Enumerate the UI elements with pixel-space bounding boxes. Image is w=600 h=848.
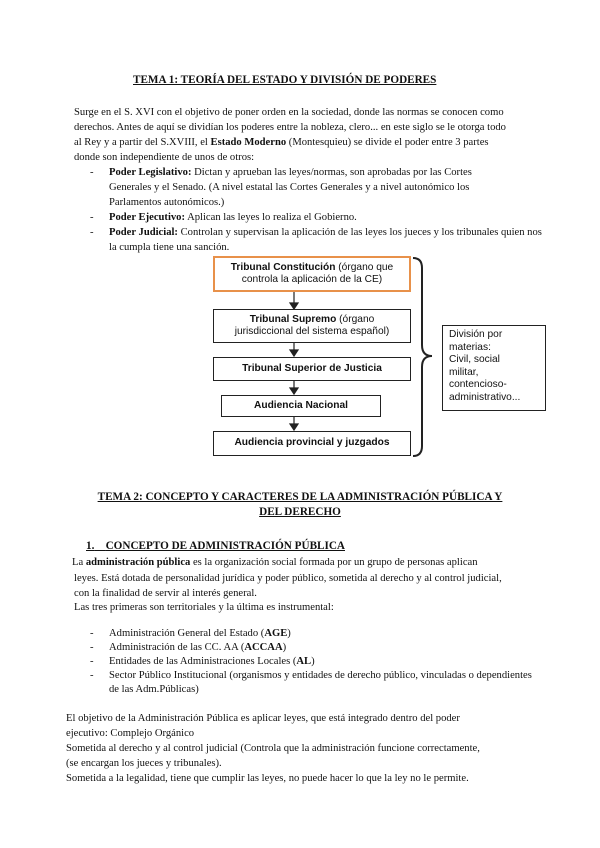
admin-spi-cont: de las Adm.Públicas)	[109, 684, 199, 695]
def-c: es la organización social formada por un grupo de personas aplican	[190, 557, 478, 568]
bullet-dash: -	[90, 628, 94, 639]
definition-line-3: con la finalidad de servir al interés general.	[74, 588, 257, 599]
definition-line-2: leyes. Está dotada de personalidad jurídica y poder público, sometida al derecho y al control judicial,	[74, 573, 502, 584]
closing-line-1: El objetivo de la Administración Pública es aplicar leyes, que está integrado dentro del poder	[66, 713, 460, 724]
box-line2: jurisdiccional del sistema español)	[234, 326, 390, 337]
section-number: 1.	[86, 540, 95, 552]
box-bold: Tribunal Supremo	[249, 313, 337, 325]
box-audiencia-provincial	[213, 431, 411, 456]
admin-abbr: ACCAA	[244, 642, 283, 653]
tema2-title-line-1: TEMA 2: CONCEPTO Y CARACTERES DE LA ADMINISTRACIÓN PÚBLICA Y	[97, 491, 503, 503]
side-line: administrativo...	[449, 391, 521, 403]
power-text: Aplican las leyes lo realiza el Gobierno.	[185, 212, 357, 223]
section-title: CONCEPTO DE ADMINISTRACIÓN PÚBLICA	[105, 540, 345, 552]
box-rest: (órgano que	[335, 261, 394, 273]
closing-line-4: (se encargan los jueces y tribunales).	[66, 758, 222, 769]
power-text: Controlan y supervisan la aplicación de las leyes los jueces y los tribunales quien nos	[177, 227, 542, 238]
box-audiencia-nacional	[221, 395, 381, 417]
admin-post: )	[282, 642, 287, 653]
definition-line-1	[72, 556, 478, 571]
side-line: contencioso-	[449, 379, 507, 390]
closing-line-3: Sometida al derecho y al control judicial (Controla que la administración funcione correctamente,	[66, 743, 480, 754]
intro3-c: (Montesquieu) se divide el poder entre 3 partes	[286, 137, 489, 148]
tema1-intro-line-1: Surge en el S. XVI con el objetivo de poner orden en la sociedad, donde las normas se conocen como	[74, 107, 504, 118]
box-tribunal-constitucion	[213, 256, 411, 292]
admin-abbr: AGE	[264, 628, 288, 639]
bullet-dash: -	[90, 670, 94, 681]
admin-age	[109, 627, 291, 642]
power-label: Poder Ejecutivo:	[109, 212, 186, 223]
box-bold: Tribunal Constitución	[230, 261, 336, 273]
section-1-heading	[86, 539, 345, 554]
side-box-materias	[442, 325, 546, 411]
side-line: División por	[449, 329, 503, 340]
side-line: materias:	[449, 341, 491, 353]
side-line: militar,	[449, 366, 479, 378]
tema2-title-line-2: DEL DERECHO	[259, 506, 341, 518]
bullet-dash: -	[90, 656, 94, 667]
power-label: Poder Legislativo:	[109, 167, 192, 178]
admin-pre: Administración General del Estado (	[109, 628, 265, 639]
tema1-intro-line-4: donde son independiente de unos de otros:	[74, 152, 255, 163]
estado-moderno: Estado Moderno	[210, 137, 287, 148]
closing-line-2: ejecutivo: Complejo Orgánico	[66, 728, 195, 739]
def-a: La	[72, 557, 86, 568]
box-bold: Audiencia provincial y juzgados	[234, 437, 390, 449]
power-judicial-line-2: la cumpla tiene una sanción.	[109, 242, 230, 253]
admin-accaa	[109, 641, 286, 656]
box-bold: Audiencia Nacional	[254, 399, 348, 411]
brace	[413, 258, 432, 456]
box-tribunal-superior-justicia	[213, 357, 411, 381]
admin-al	[109, 655, 315, 670]
admin-pre: Administración de las CC. AA (	[109, 642, 245, 653]
admin-post: )	[311, 656, 315, 667]
admin-post: )	[287, 628, 291, 639]
def-term: administración pública	[85, 557, 191, 568]
admin-abbr: AL	[296, 656, 312, 667]
bullet-dash: -	[90, 642, 94, 653]
arrow-head	[290, 350, 298, 356]
power-text: Dictan y aprueban las leyes/normas, son aprobadas por las Cortes	[191, 167, 472, 178]
intro3-a: al Rey y a partir del S.XVIII, el	[74, 137, 211, 148]
bullet-dash: -	[90, 167, 94, 178]
arrow-head	[290, 424, 298, 430]
bullet-dash: -	[90, 212, 94, 223]
box-tribunal-supremo	[213, 309, 411, 343]
box-bold: Tribunal Superior de Justicia	[242, 362, 382, 374]
box-line2: controla la aplicación de la CE)	[241, 274, 383, 285]
definition-line-4: Las tres primeras son territoriales y la última es instrumental:	[74, 602, 334, 613]
power-legislativo-line-2: Generales y el Senado. (A nivel estatal las Cortes Generales y a nivel autonómico los	[109, 182, 470, 193]
power-legislativo-line-3: Parlamentos autonómicos.)	[109, 197, 225, 208]
bullet-dash: -	[90, 227, 94, 238]
tema1-intro-line-2: derechos. Antes de aquí se dividían los poderes entre la nobleza, clero... en este siglo se le otorga todo	[74, 122, 506, 133]
admin-spi	[109, 669, 532, 684]
admin-pre: Sector Público Institucional (organismos y entidades de derecho público, vinculadas o dependientes	[109, 670, 532, 681]
power-label: Poder Judicial:	[109, 227, 178, 238]
admin-pre: Entidades de las Administraciones Locales (	[109, 656, 297, 667]
closing-line-5: Sometida a la legalidad, tiene que cumplir las leyes, no puede hacer lo que la ley no le permite.	[66, 773, 469, 784]
arrow-head	[290, 388, 298, 394]
side-line: Civil, social	[449, 354, 500, 365]
box-rest: (órgano	[336, 313, 375, 325]
tema1-title: TEMA 1: TEORÍA DEL ESTADO Y DIVISIÓN DE PODERES	[133, 74, 437, 86]
